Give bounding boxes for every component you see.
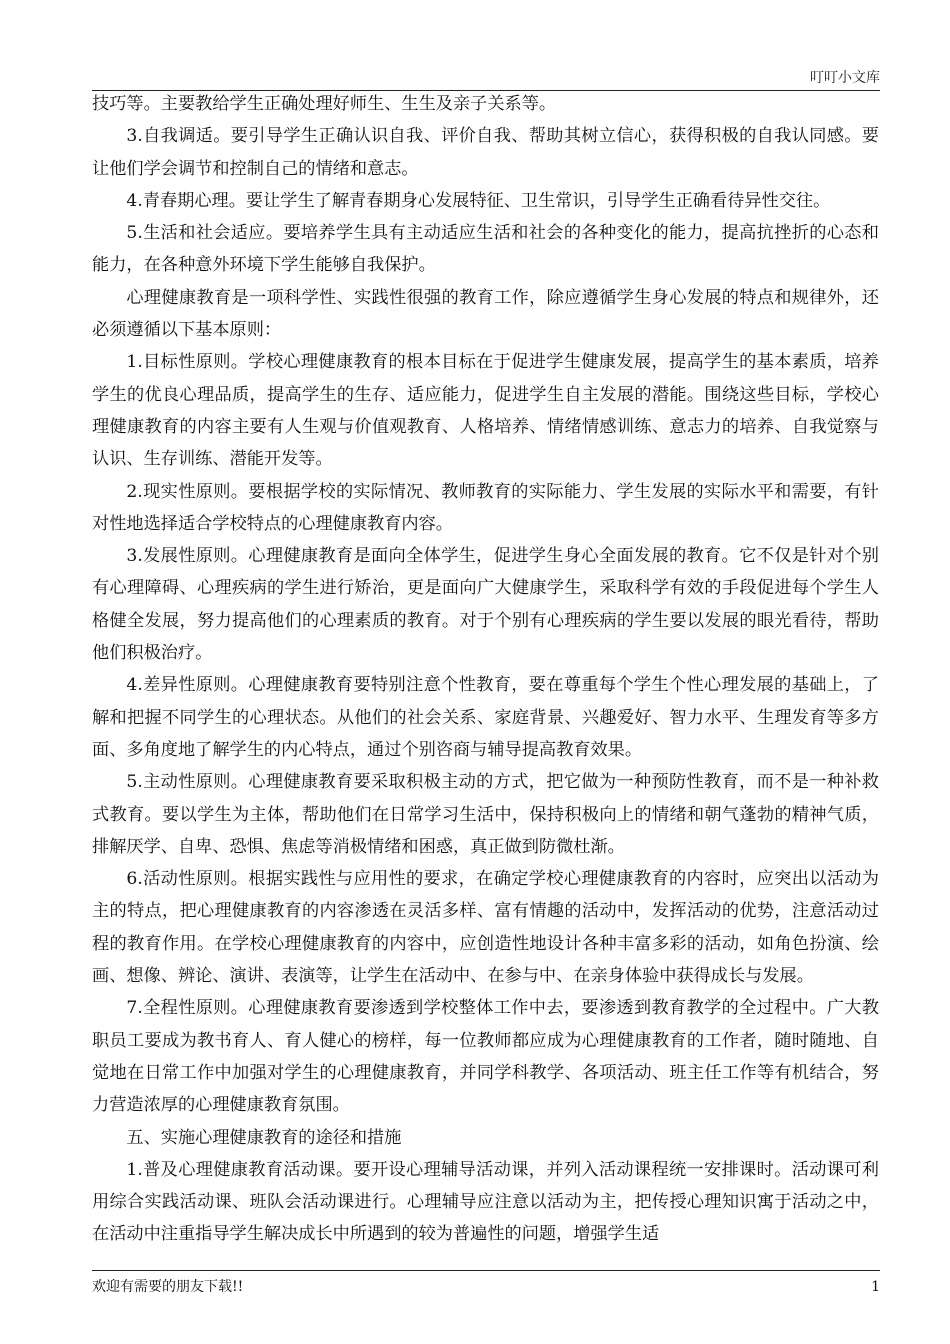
paragraph: 2.现实性原则。要根据学校的实际情况、教师教育的实际能力、学生发展的实际水平和需要，有针对性地选择适合学校特点的心理健康教育内容。 [92, 481, 879, 534]
page-footer [92, 1270, 880, 1299]
paragraph: 技巧等。主要教给学生正确处理好师生、生生及亲子关系等。 [92, 94, 557, 114]
paragraph: 6.活动性原则。根据实践性与应用性的要求，在确定学校心理健康教育的内容时，应突出以活动为主的特点，把心理健康教育的内容渗透在灵活多样、富有情趣的活动中，发挥活动的优势，注意活动过程的教育作用。在学校心理健康教育的内容中，应创造性地设计各种丰富多彩的活动，如角色扮演、绘画、想像、辨论、演讲、表演等，让学生在活动中、在参与中、在亲身体验中获得成长与发展。 [92, 869, 879, 987]
paragraph: 4.差异性原则。心理健康教育要特别注意个性教育，要在尊重每个学生个性心理发展的基础上，了解和把握不同学生的心理状态。从他们的社会关系、家庭背景、兴趣爱好、智力水平、生理发育等多方面、多角度地了解学生的内心特点，通过个别咨商与辅导提高教育效果。 [92, 675, 879, 760]
paragraph: 5.主动性原则。心理健康教育要采取积极主动的方式，把它做为一种预防性教育，而不是一种补救式教育。要以学生为主体，帮助他们在日常学习生活中，保持积极向上的情绪和朝气蓬勃的精神气质，排解厌学、自卑、恐惧、焦虑等消极情绪和困惑，真正做到防微杜渐。 [92, 772, 879, 857]
paragraph: 5.生活和社会适应。要培养学生具有主动适应生活和社会的各种变化的能力，提高抗挫折的心态和能力，在各种意外环境下学生能够自我保护。 [92, 223, 879, 276]
paragraph: 7.全程性原则。心理健康教育要渗透到学校整体工作中去，要渗透到教育教学的全过程中。广大教职员工要成为教书育人、育人健心的榜样，每一位教师都应成为心理健康教育的工作者，随时随地、自觉地在日常工作中加强对学生的心理健康教育，并同学科教学、各项活动、班主任工作等有机结合，努力营造浓厚的心理健康教育氛围。 [92, 998, 879, 1116]
paragraph: 1.目标性原则。学校心理健康教育的根本目标在于促进学生健康发展，提高学生的基本素质，培养学生的优良心理品质，提高学生的生存、适应能力，促进学生自主发展的潜能。围绕这些目标，学校心理健康教育的内容主要有人生观与价值观教育、人格培养、情绪情感训练、意志力的培养、自我觉察与认识、生存训练、潜能开发等。 [92, 352, 879, 470]
paragraph: 1.普及心理健康教育活动课。要开设心理辅导活动课，并列入活动课程统一安排课时。活动课可利用综合实践活动课、班队会活动课进行。心理辅导应注意以活动为主，把传授心理知识寓于活动之中，在活动中注重指导学生解决成长中所遇到的较为普遍性的问题，增强学生适 [92, 1159, 879, 1245]
header-brand: 叮叮小文库 [810, 70, 880, 86]
paragraph: 3.发展性原则。心理健康教育是面向全体学生，促进学生身心全面发展的教育。它不仅是针对个别有心理障碍、心理疾病的学生进行矫治，更是面向广大健康学生，采取科学有效的手段促进每个学生人格健全发展，努力提高他们的心理素质的教育。对于个别有心理疾病的学生要以发展的眼光看待，帮助他们积极治疗。 [92, 546, 879, 664]
paragraph: 4.青春期心理。要让学生了解青春期身心发展特征、卫生常识，引导学生正确看待异性交往。 [126, 190, 831, 211]
footer-note: 欢迎有需要的朋友下载!! [92, 1279, 244, 1295]
page-number: 1 [871, 1279, 880, 1295]
paragraph: 心理健康教育是一项科学性、实践性很强的教育工作，除应遵循学生身心发展的特点和规律外，还必须遵循以下基本原则： [92, 287, 879, 341]
document-body [92, 88, 879, 1251]
section-heading: 五、实施心理健康教育的途径和措施 [126, 1127, 402, 1148]
paragraph: 3.自我调适。要引导学生正确认识自我、评价自我、帮助其树立信心，获得积极的自我认同感。要让他们学会调节和控制自己的情绪和意志。 [92, 126, 879, 179]
